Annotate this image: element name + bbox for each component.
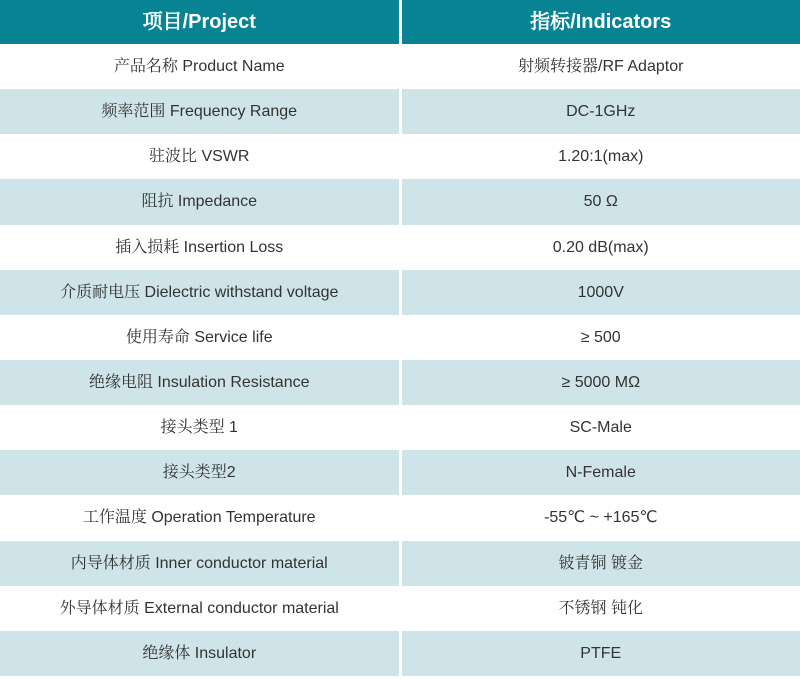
table-row <box>0 44 800 89</box>
table-row <box>0 360 800 405</box>
indicator-cell: 0.20 dB(max) <box>402 225 800 270</box>
table-row <box>0 495 800 540</box>
project-cell: 外导体材质 External conductor material <box>0 586 399 631</box>
indicator-cell: N-Female <box>402 450 800 495</box>
indicator-cell: 不锈钢 钝化 <box>402 586 800 631</box>
header-cell-project: 项目/Project <box>0 0 399 44</box>
indicator-cell: 1.20:1(max) <box>402 134 800 179</box>
project-cell: 阻抗 Impedance <box>0 179 399 224</box>
table-row <box>0 179 800 224</box>
indicator-cell: SC-Male <box>402 405 800 450</box>
table-header-row <box>0 0 800 44</box>
project-cell: 驻波比 VSWR <box>0 134 399 179</box>
indicator-cell: ≥ 500 <box>402 315 800 360</box>
project-cell: 绝缘电阻 Insulation Resistance <box>0 360 399 405</box>
project-cell: 使用寿命 Service life <box>0 315 399 360</box>
project-cell: 频率范围 Frequency Range <box>0 89 399 134</box>
indicator-cell: 50 Ω <box>402 179 800 224</box>
table-row <box>0 134 800 179</box>
table-row <box>0 270 800 315</box>
indicator-cell: 1000V <box>402 270 800 315</box>
indicator-cell: ≥ 5000 MΩ <box>402 360 800 405</box>
project-cell: 产品名称 Product Name <box>0 44 399 89</box>
project-cell: 介质耐电压 Dielectric withstand voltage <box>0 270 399 315</box>
table-row <box>0 315 800 360</box>
indicator-cell: DC-1GHz <box>402 89 800 134</box>
project-cell: 内导体材质 Inner conductor material <box>0 541 399 586</box>
header-cell-indicators: 指标/Indicators <box>402 0 800 44</box>
table-row <box>0 586 800 631</box>
table-row <box>0 89 800 134</box>
indicator-cell: -55℃ ~ +165℃ <box>402 495 800 540</box>
project-cell: 工作温度 Operation Temperature <box>0 495 399 540</box>
table-row <box>0 405 800 450</box>
table-row <box>0 631 800 676</box>
project-cell: 接头类型2 <box>0 450 399 495</box>
table-row <box>0 225 800 270</box>
project-cell: 插入损耗 Insertion Loss <box>0 225 399 270</box>
table-row <box>0 450 800 495</box>
table-row <box>0 541 800 586</box>
project-cell: 绝缘体 Insulator <box>0 631 399 676</box>
project-cell: 接头类型 1 <box>0 405 399 450</box>
indicator-cell: 铍青铜 镀金 <box>402 541 800 586</box>
indicator-cell: PTFE <box>402 631 800 676</box>
indicator-cell: 射频转接器/RF Adaptor <box>402 44 800 89</box>
